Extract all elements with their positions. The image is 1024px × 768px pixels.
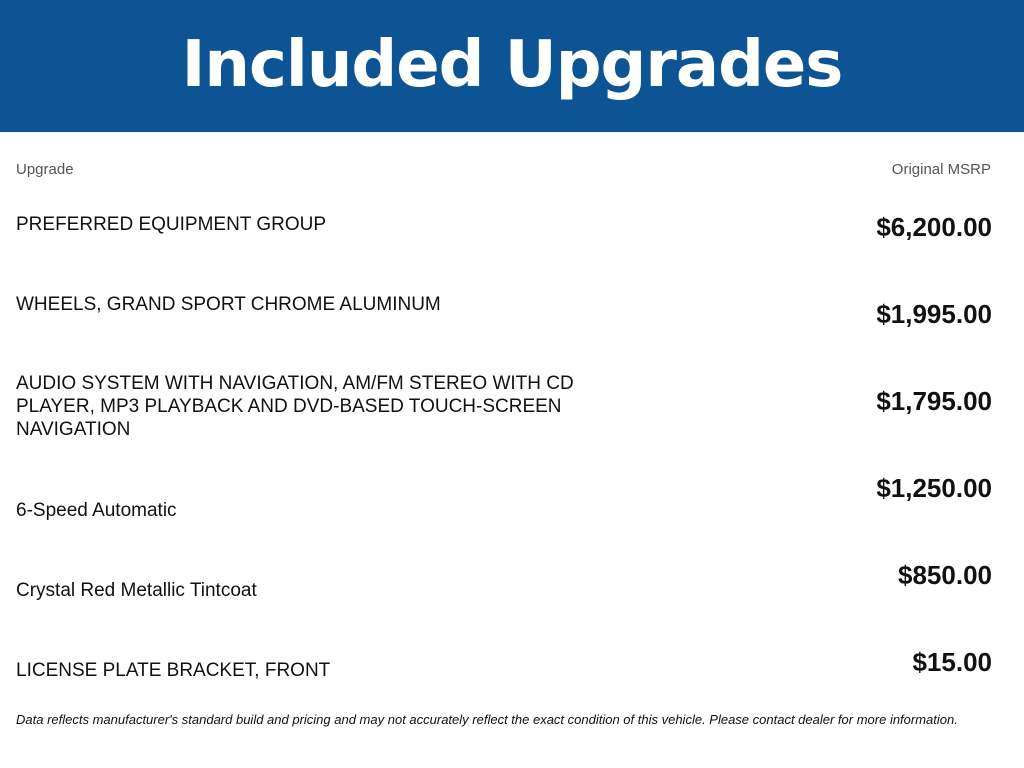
upgrade-name: Crystal Red Metallic Tintcoat <box>16 580 257 601</box>
page-title: Included Upgrades <box>181 28 843 102</box>
upgrade-name: WHEELS, GRAND SPORT CHROME ALUMINUM <box>16 294 441 315</box>
upgrade-price: $1,795.00 <box>876 386 992 416</box>
upgrade-price: $850.00 <box>898 560 992 590</box>
upgrade-name: AUDIO SYSTEM WITH NAVIGATION, AM/FM STEREO WITH CD PLAYER, MP3 PLAYBACK AND DVD-BASED TOUCH-SCREEN NAVIGATION <box>16 373 574 440</box>
upgrade-price: $1,995.00 <box>876 299 992 329</box>
upgrade-name: PREFERRED EQUIPMENT GROUP <box>16 214 327 235</box>
upgrade-price: $6,200.00 <box>876 212 992 242</box>
upgrade-name: 6-Speed Automatic <box>16 500 177 521</box>
upgrade-price: $15.00 <box>912 647 992 677</box>
column-header-upgrade: Upgrade <box>16 161 74 178</box>
upgrade-price: $1,250.00 <box>876 473 992 503</box>
disclaimer-footnote: Data reflects manufacturer's standard build and pricing and may not accurately reflect the exact condition of this vehicle. Please contact dealer for more information. <box>16 712 958 727</box>
upgrade-name: LICENSE PLATE BRACKET, FRONT <box>16 660 331 681</box>
column-header-msrp: Original MSRP <box>891 161 991 178</box>
